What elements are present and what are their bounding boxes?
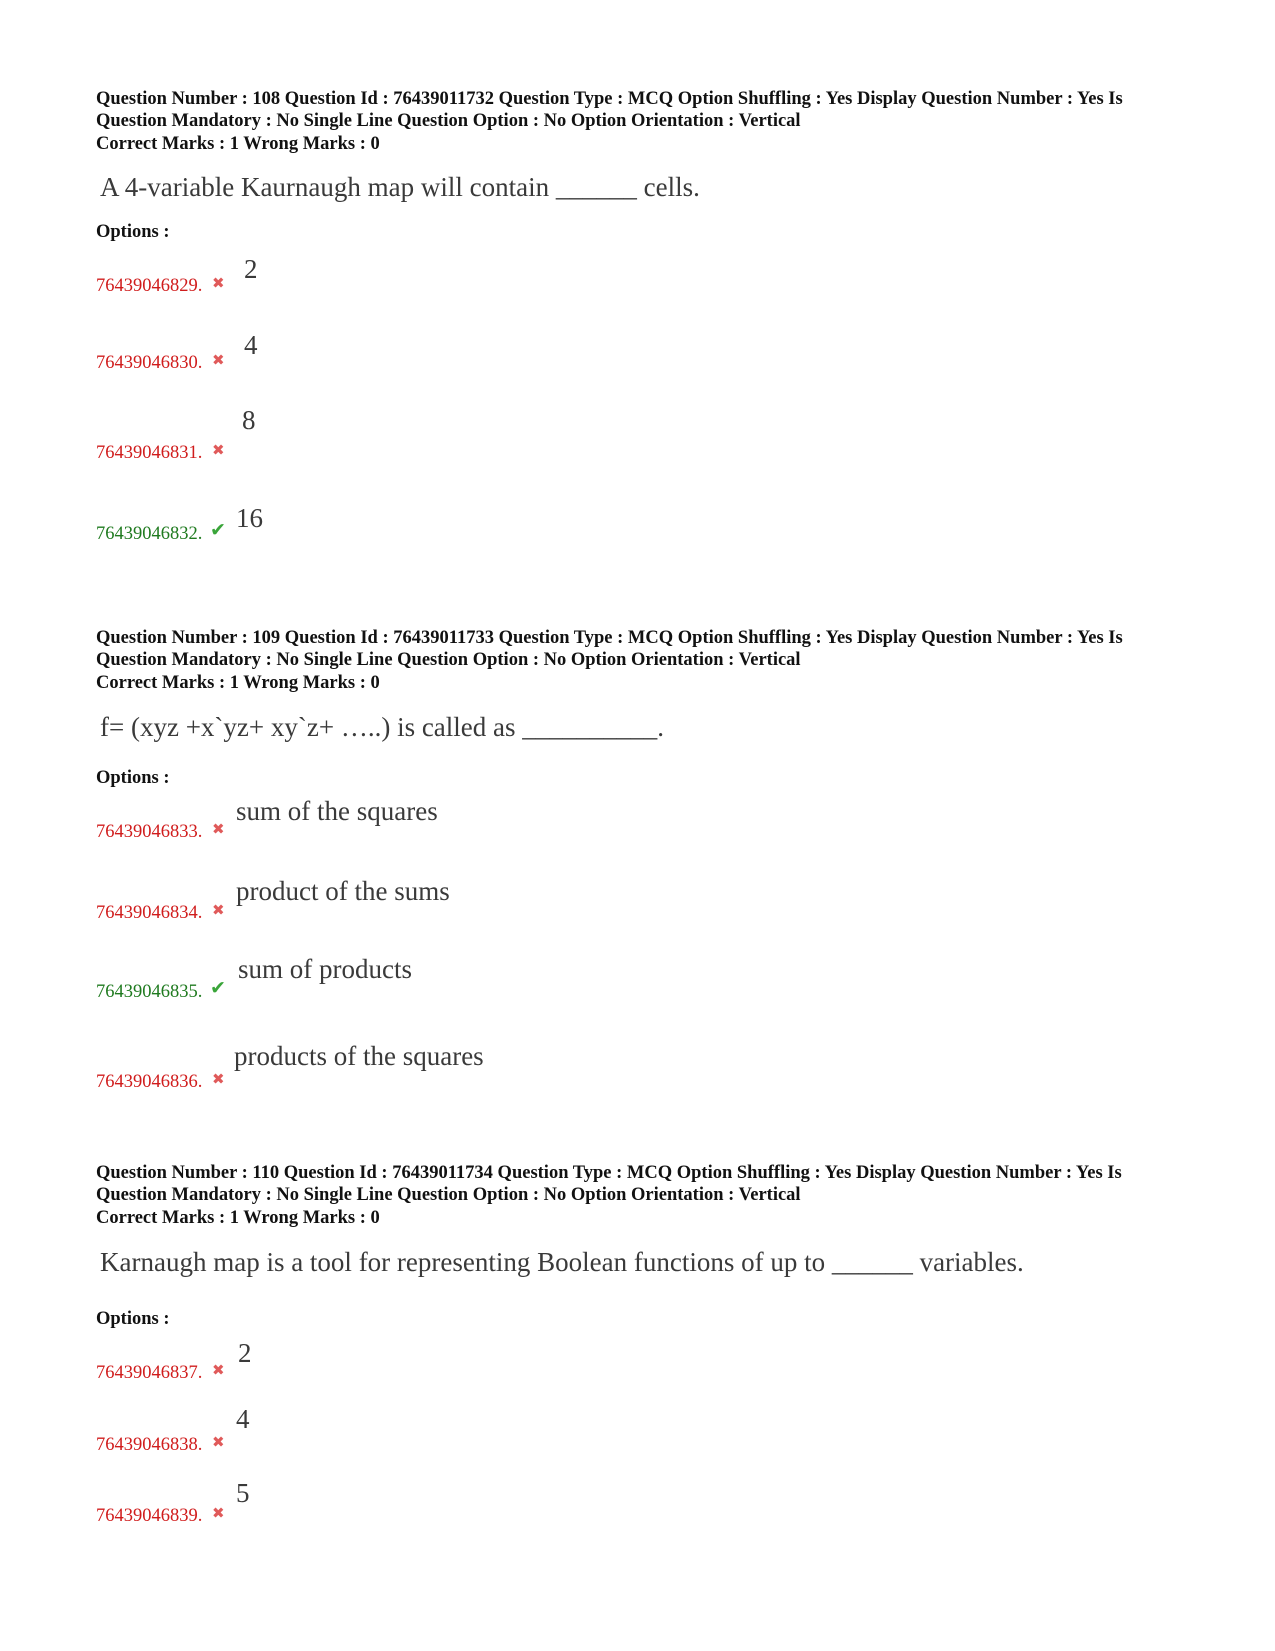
cross-icon: ✖ [212, 1504, 225, 1522]
option-id: 76439046836. [96, 1072, 203, 1092]
question-meta-line2: Question Mandatory : No Single Line Question Option : No Option Orientation : Vertical [96, 111, 801, 131]
check-icon: ✔ [210, 977, 226, 999]
question-meta-line2: Question Mandatory : No Single Line Question Option : No Option Orientation : Vertical [96, 1185, 801, 1205]
option-id: 76439046833. [96, 822, 203, 842]
option-id: 76439046832. [96, 524, 203, 544]
cross-icon: ✖ [212, 1433, 225, 1451]
option-text: 4 [236, 1404, 250, 1434]
option-text: sum of products [238, 954, 412, 984]
options-label: Options : [96, 222, 170, 242]
question-text: A 4-variable Kaurnaugh map will contain ______ cells. [100, 172, 700, 202]
option-id: 76439046835. [96, 982, 203, 1002]
question-meta [96, 1162, 1206, 1206]
question-text: f= (xyz +x`yz+ xy`z+ …..) is called as __________. [100, 712, 665, 742]
options-label: Options : [96, 1309, 170, 1329]
option-text: 5 [236, 1478, 250, 1508]
option-id: 76439046838. [96, 1435, 203, 1455]
question-marks: Correct Marks : 1 Wrong Marks : 0 [96, 134, 380, 154]
cross-icon: ✖ [212, 274, 225, 292]
option-text: sum of the squares [236, 796, 438, 826]
question-meta-line1: Question Number : 109 Question Id : 76439011733 Question Type : MCQ Option Shuffling : Yes Display Question Number : Yes Is [96, 628, 1123, 648]
question-meta [96, 627, 1206, 671]
option-text: products of the squares [234, 1041, 484, 1071]
cross-icon: ✖ [212, 820, 225, 838]
check-icon: ✔ [210, 519, 226, 541]
question-meta-line1: Question Number : 110 Question Id : 76439011734 Question Type : MCQ Option Shuffling : Yes Display Question Number : Yes Is [96, 1163, 1122, 1183]
cross-icon: ✖ [212, 351, 225, 369]
cross-icon: ✖ [212, 901, 225, 919]
question-text: Karnaugh map is a tool for representing Boolean functions of up to ______ variables. [100, 1247, 1024, 1277]
option-text: 8 [242, 405, 256, 435]
option-id: 76439046829. [96, 276, 203, 296]
options-label: Options : [96, 768, 170, 788]
option-text: 4 [244, 330, 258, 360]
option-text: 2 [244, 254, 258, 284]
option-id: 76439046837. [96, 1363, 203, 1383]
option-id: 76439046839. [96, 1506, 203, 1526]
question-meta-line2: Question Mandatory : No Single Line Question Option : No Option Orientation : Vertical [96, 650, 801, 670]
option-text: 16 [236, 503, 263, 533]
question-marks: Correct Marks : 1 Wrong Marks : 0 [96, 1208, 380, 1228]
question-meta-line1: Question Number : 108 Question Id : 76439011732 Question Type : MCQ Option Shuffling : Yes Display Question Number : Yes Is [96, 89, 1123, 109]
cross-icon: ✖ [212, 441, 225, 459]
question-marks: Correct Marks : 1 Wrong Marks : 0 [96, 673, 380, 693]
option-text: 2 [238, 1338, 252, 1368]
cross-icon: ✖ [212, 1070, 225, 1088]
option-id: 76439046834. [96, 903, 203, 923]
option-id: 76439046830. [96, 353, 203, 373]
option-text: product of the sums [236, 876, 450, 906]
cross-icon: ✖ [212, 1361, 225, 1379]
question-meta [96, 88, 1206, 132]
option-id: 76439046831. [96, 443, 203, 463]
